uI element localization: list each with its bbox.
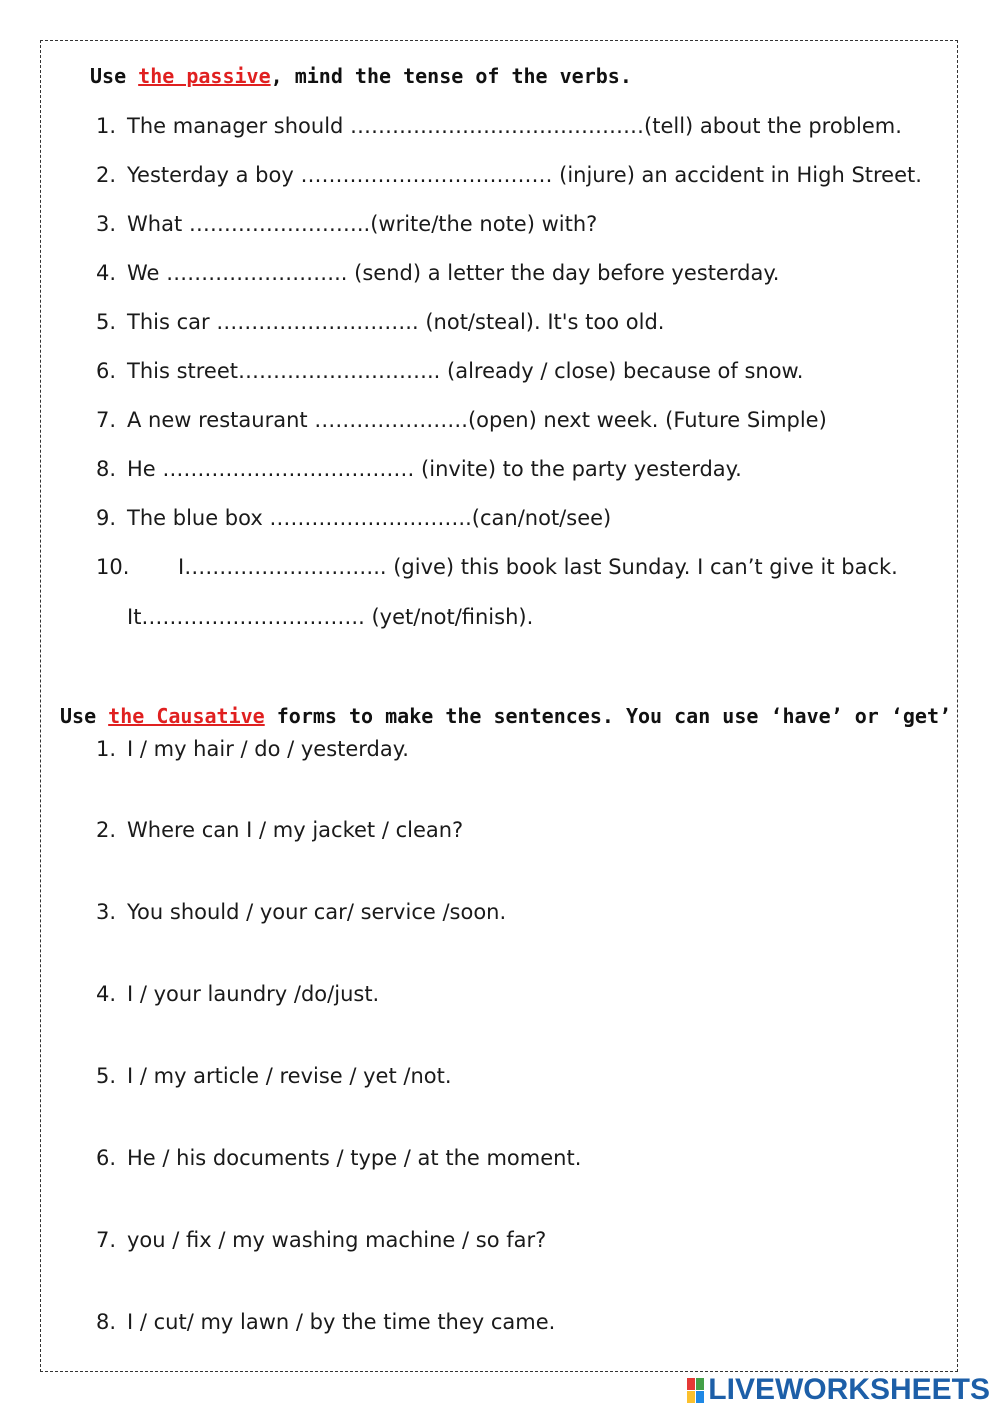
causative-item: 1. I / my hair / do / yesterday. — [96, 737, 409, 761]
brand-name: LIVEWORKSHEETS — [708, 1373, 990, 1406]
causative-item: 6. He / his documents / type / at the moment. — [96, 1146, 582, 1170]
passive-item: 2. Yesterday a boy ……………………………… (injure) an accident in High Street. — [96, 163, 922, 187]
causative-item: 5. I / my article / revise / yet /not. — [96, 1064, 452, 1088]
causative-item: 7. you / fix / my washing machine / so far? — [96, 1228, 547, 1252]
causative-instructions: Use the Causative forms to make the sentences. You can use ‘have’ or ‘get’ — [60, 704, 952, 728]
passive-instructions: Use the passive, mind the tense of the verbs. — [90, 64, 632, 88]
logo-icon — [687, 1378, 704, 1403]
passive-item: 8. He ……………………………… (invite) to the party yesterday. — [96, 457, 742, 481]
logo-square-blue — [696, 1391, 704, 1403]
passive-item: 4. We …………………….. (send) a letter the day before yesterday. — [96, 261, 780, 285]
causative-item: 3. You should / your car/ service /soon. — [96, 900, 507, 924]
passive-item: 3. What ……………………..(write/the note) with? — [96, 212, 598, 236]
passive-highlight: the passive — [138, 64, 271, 88]
passive-item-continuation: It………………………….. (yet/not/finish). — [127, 605, 534, 629]
logo-square-green — [696, 1378, 704, 1390]
passive-item: 9. The blue box ………………………..(can/not/see) — [96, 506, 612, 530]
logo-square-red — [687, 1378, 695, 1390]
causative-highlight: the Causative — [108, 704, 265, 728]
passive-item: 10. I……………………….. (give) this book last Sunday. I can’t give it back. — [96, 555, 898, 579]
passive-item: 6. This street……………………….. (already / close) because of snow. — [96, 359, 804, 383]
causative-item: 4. I / your laundry /do/just. — [96, 982, 380, 1006]
causative-item: 2. Where can I / my jacket / clean? — [96, 818, 464, 842]
logo-square-yellow — [687, 1391, 695, 1403]
passive-item: 1. The manager should ……………………………………(tell) about the problem. — [96, 114, 902, 138]
passive-item: 7. A new restaurant ………………….(open) next week. (Future Simple) — [96, 408, 827, 432]
passive-item: 5. This car ……………………….. (not/steal). It's too old. — [96, 310, 665, 334]
causative-item: 8. I / cut/ my lawn / by the time they came. — [96, 1310, 556, 1334]
liveworksheets-logo[interactable] — [687, 1373, 990, 1407]
